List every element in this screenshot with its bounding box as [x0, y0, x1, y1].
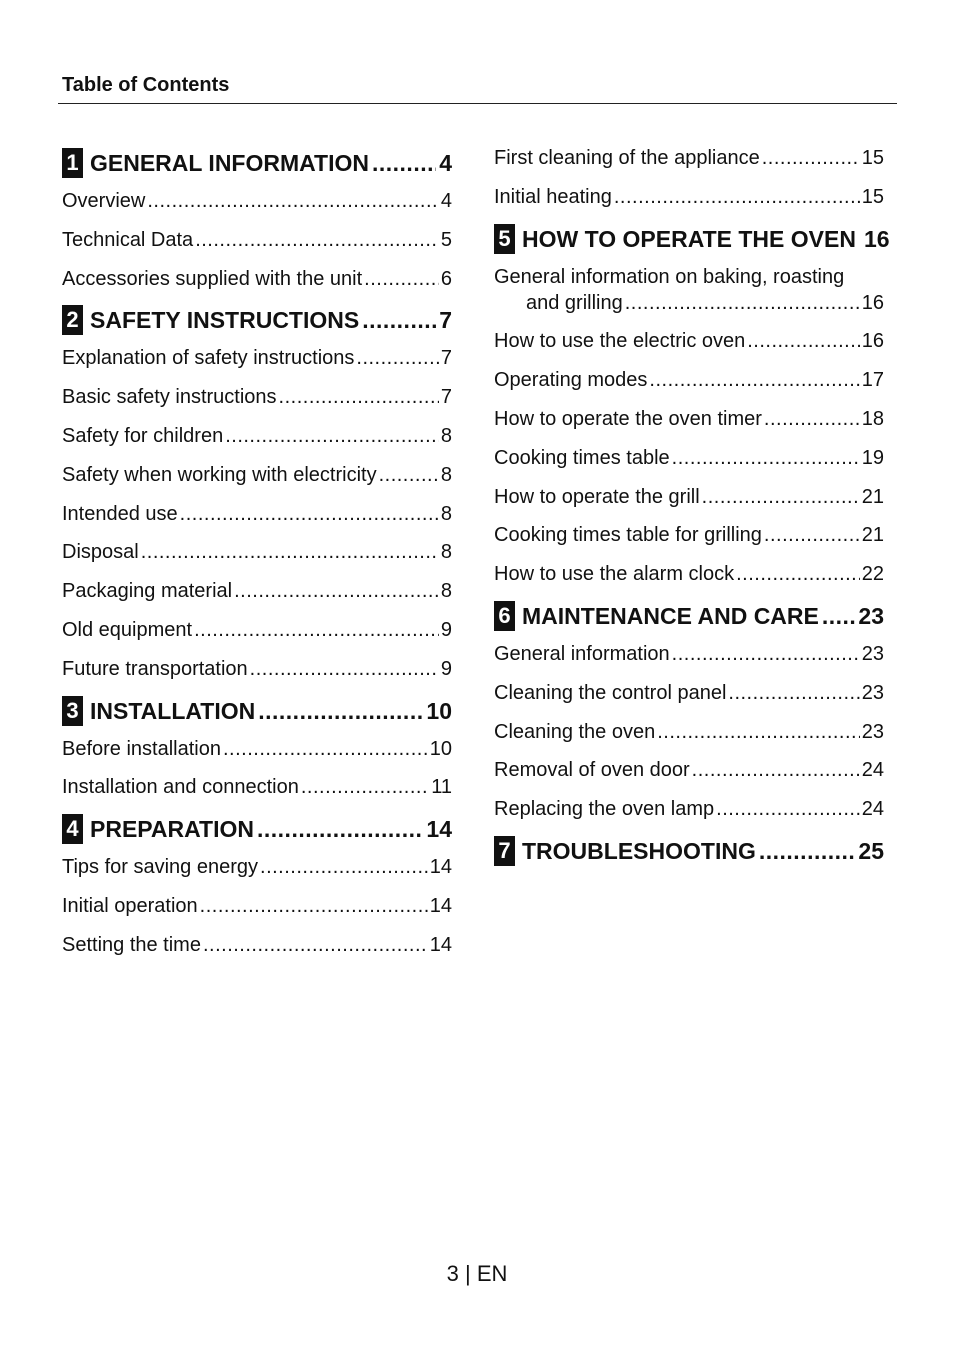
page-number: 7 — [439, 307, 452, 334]
entry-label: Cleaning the control panel — [494, 681, 727, 704]
page-number: 21 — [861, 485, 884, 508]
entry-label: Safety when working with electricity — [62, 463, 377, 486]
toc-entry-initial-heating[interactable] — [494, 184, 884, 210]
toc-entry-general-baking[interactable] — [494, 264, 884, 316]
toc-section-5[interactable] — [494, 223, 890, 255]
page-number: 15 — [861, 147, 884, 169]
toc-entry-oven-door[interactable] — [494, 757, 884, 783]
page-number: 22 — [861, 563, 884, 586]
section-title: GENERAL INFORMATION — [90, 150, 369, 176]
toc-entry-before-installation[interactable] — [62, 736, 452, 762]
entry-label: Explanation of safety instructions — [62, 347, 355, 370]
page-number: 8 — [440, 502, 452, 525]
page-number: 21 — [861, 524, 884, 547]
page-number: 23 — [858, 602, 884, 629]
page-number: 16 — [861, 291, 884, 314]
leader-dots — [260, 854, 428, 880]
leader-dots — [364, 266, 439, 292]
toc-entry-old-equipment[interactable] — [62, 617, 452, 643]
leader-dots — [764, 522, 860, 548]
leader-dots — [234, 578, 439, 604]
toc-entry-alarm-clock[interactable] — [494, 561, 884, 587]
leader-dots — [736, 561, 860, 587]
entry-label: Cooking times table — [494, 446, 670, 469]
header-divider — [58, 103, 897, 104]
entry-label: How to use the electric oven — [494, 330, 746, 353]
page-number: 16 — [861, 330, 884, 353]
section-number-badge: 1 — [62, 148, 83, 178]
toc-entry-safety-electricity[interactable] — [62, 462, 452, 488]
toc-entry-technical-data[interactable] — [62, 227, 452, 253]
section-number-badge: 7 — [494, 836, 515, 866]
page-number: 23 — [861, 681, 884, 704]
toc-entry-setting-time[interactable] — [62, 932, 452, 958]
leader-dots — [301, 774, 429, 800]
page-number: 7 — [440, 347, 452, 370]
entry-label: Disposal — [62, 541, 139, 564]
page-number: 8 — [440, 424, 452, 447]
toc-entry-safety-children[interactable] — [62, 423, 452, 449]
toc-entry-accessories[interactable] — [62, 266, 452, 292]
entry-label: Intended use — [62, 502, 178, 525]
leader-dots — [672, 641, 860, 667]
leader-dots — [180, 501, 439, 527]
leader-dots — [716, 796, 860, 822]
toc-entry-oven-timer[interactable] — [494, 406, 884, 432]
leader-dots — [657, 719, 860, 745]
page-number: 23 — [861, 642, 884, 665]
section-title: MAINTENANCE AND CARE — [522, 602, 819, 629]
toc-entry-cleaning-oven[interactable] — [494, 719, 884, 745]
leader-dots — [614, 184, 860, 210]
entry-label-line2: and grilling — [526, 291, 623, 314]
section-number-badge: 4 — [62, 814, 83, 844]
entry-label: Technical Data — [62, 228, 194, 251]
page-number: 11 — [431, 776, 452, 799]
leader-dots — [702, 484, 860, 510]
entry-label: How to operate the oven timer — [494, 407, 762, 430]
footer-language: EN — [476, 1261, 508, 1286]
toc-right-column — [494, 145, 890, 876]
leader-dots — [692, 757, 860, 783]
entry-label: Packaging material — [62, 580, 233, 603]
section-title: TROUBLESHOOTING — [522, 837, 756, 864]
page-number: 9 — [440, 657, 452, 680]
toc-entry-overview[interactable] — [62, 188, 452, 214]
entry-label-line1: General information on baking, roasting — [494, 265, 845, 288]
page-number: 25 — [858, 837, 884, 864]
toc-entry-general-information[interactable] — [494, 641, 884, 667]
leader-dots — [759, 835, 856, 867]
page-title: Table of Contents — [62, 74, 230, 96]
leader-dots — [279, 384, 439, 410]
page-number: 17 — [861, 369, 884, 392]
toc-entry-intended-use[interactable] — [62, 501, 452, 527]
leader-dots — [672, 445, 860, 471]
entry-label: First cleaning of the appliance — [494, 147, 760, 169]
section-title: SAFETY INSTRUCTIONS — [90, 307, 360, 334]
leader-dots — [258, 695, 423, 727]
leader-dots — [728, 680, 859, 706]
page-number: 5 — [440, 228, 452, 251]
page-number: 9 — [440, 618, 452, 641]
leader-dots — [747, 328, 860, 354]
page-number: 6 — [440, 267, 452, 290]
leader-dots — [250, 656, 439, 682]
toc-entry-initial-operation[interactable] — [62, 893, 452, 919]
toc-entry-operating-modes[interactable] — [494, 367, 884, 393]
toc-entry-disposal[interactable] — [62, 539, 452, 565]
toc-entry-grilling-times[interactable] — [494, 522, 884, 548]
entry-label: How to use the alarm clock — [494, 563, 735, 586]
leader-dots — [200, 893, 428, 919]
leader-dots — [141, 539, 439, 565]
page-number: 4 — [440, 190, 452, 212]
toc-entry-packaging[interactable] — [62, 578, 452, 604]
leader-dots — [356, 345, 438, 371]
page-number: 16 — [863, 225, 890, 252]
entry-label: Installation and connection — [62, 776, 299, 799]
leader-dots — [649, 367, 859, 393]
entry-label: Initial operation — [62, 894, 198, 917]
toc-entry-installation-connection[interactable] — [62, 774, 452, 800]
entry-label: Tips for saving energy — [62, 856, 259, 879]
toc-section-6[interactable] — [494, 600, 884, 632]
toc-entry-future-transportation[interactable] — [62, 656, 452, 682]
toc-entry-first-cleaning[interactable] — [494, 145, 884, 171]
section-number-badge: 3 — [62, 696, 83, 726]
entry-label: General information — [494, 642, 670, 665]
entry-label: Operating modes — [494, 369, 648, 392]
leader-dots — [195, 227, 439, 253]
toc-section-2[interactable] — [62, 304, 452, 336]
toc-section-1[interactable] — [62, 147, 452, 179]
entry-label: Setting the time — [62, 933, 201, 956]
leader-dots — [764, 406, 860, 432]
section-title: PREPARATION — [90, 816, 254, 843]
toc-entry-oven-lamp[interactable] — [494, 796, 884, 822]
toc-entry-tips-energy[interactable] — [62, 854, 452, 880]
entry-label: Overview — [62, 190, 146, 212]
toc-section-4[interactable] — [62, 813, 452, 845]
leader-dots — [379, 462, 439, 488]
toc-section-3[interactable] — [62, 695, 452, 727]
page-number: 19 — [861, 446, 884, 469]
section-title: INSTALLATION — [90, 697, 256, 724]
leader-dots — [194, 617, 439, 643]
toc-entry-explanation-safety[interactable] — [62, 345, 452, 371]
section-title: HOW TO OPERATE THE OVEN — [522, 225, 856, 252]
page-number: 8 — [440, 580, 452, 603]
entry-label: Before installation — [62, 737, 221, 760]
leader-dots — [625, 290, 860, 316]
page-number: 14 — [429, 894, 452, 917]
page-footer — [0, 1261, 954, 1287]
footer-page-number: 3 — [446, 1261, 459, 1286]
leader-dots — [372, 147, 436, 179]
leader-dots — [147, 188, 439, 214]
page-number: 14 — [429, 933, 452, 956]
page-number: 4 — [439, 150, 452, 176]
page-number: 10 — [429, 737, 452, 760]
entry-label: Cooking times table for grilling — [494, 524, 762, 547]
entry-label: Initial heating — [494, 185, 612, 208]
entry-label: How to operate the grill — [494, 485, 700, 508]
toc-section-7[interactable] — [494, 835, 884, 867]
leader-dots — [225, 423, 439, 449]
toc-entry-operate-grill[interactable] — [494, 484, 884, 510]
page-number: 18 — [861, 407, 884, 430]
toc-left-column — [62, 145, 452, 971]
entry-label: Safety for children — [62, 424, 224, 447]
section-number-badge: 5 — [494, 224, 515, 254]
leader-dots — [203, 932, 428, 958]
leader-dots — [257, 813, 423, 845]
leader-dots — [223, 736, 428, 762]
entry-label: Old equipment — [62, 618, 193, 641]
section-number-badge: 2 — [62, 305, 83, 335]
page-number: 14 — [429, 856, 452, 879]
entry-label: Basic safety instructions — [62, 386, 277, 409]
entry-label: Removal of oven door — [494, 759, 690, 782]
footer-separator: | — [464, 1261, 471, 1286]
page-number: 23 — [861, 720, 884, 743]
page-number: 8 — [440, 541, 452, 564]
page-number: 14 — [426, 816, 452, 843]
entry-label: Cleaning the oven — [494, 720, 656, 743]
entry-label: Future transportation — [62, 657, 248, 680]
leader-dots — [362, 304, 436, 336]
page-number: 15 — [861, 185, 884, 208]
section-number-badge: 6 — [494, 601, 515, 631]
entry-label: Accessories supplied with the unit — [62, 267, 363, 290]
leader-dots — [762, 145, 860, 171]
entry-label: Replacing the oven lamp — [494, 798, 715, 821]
page-number: 24 — [861, 759, 884, 782]
page-number: 8 — [440, 463, 452, 486]
page-number: 24 — [861, 798, 884, 821]
toc-entry-cooking-times[interactable] — [494, 445, 884, 471]
toc-entry-electric-oven[interactable] — [494, 328, 884, 354]
toc-entry-basic-safety[interactable] — [62, 384, 452, 410]
leader-dots — [822, 600, 856, 632]
page-number: 10 — [426, 697, 452, 724]
toc-entry-control-panel[interactable] — [494, 680, 884, 706]
page-number: 7 — [440, 386, 452, 409]
